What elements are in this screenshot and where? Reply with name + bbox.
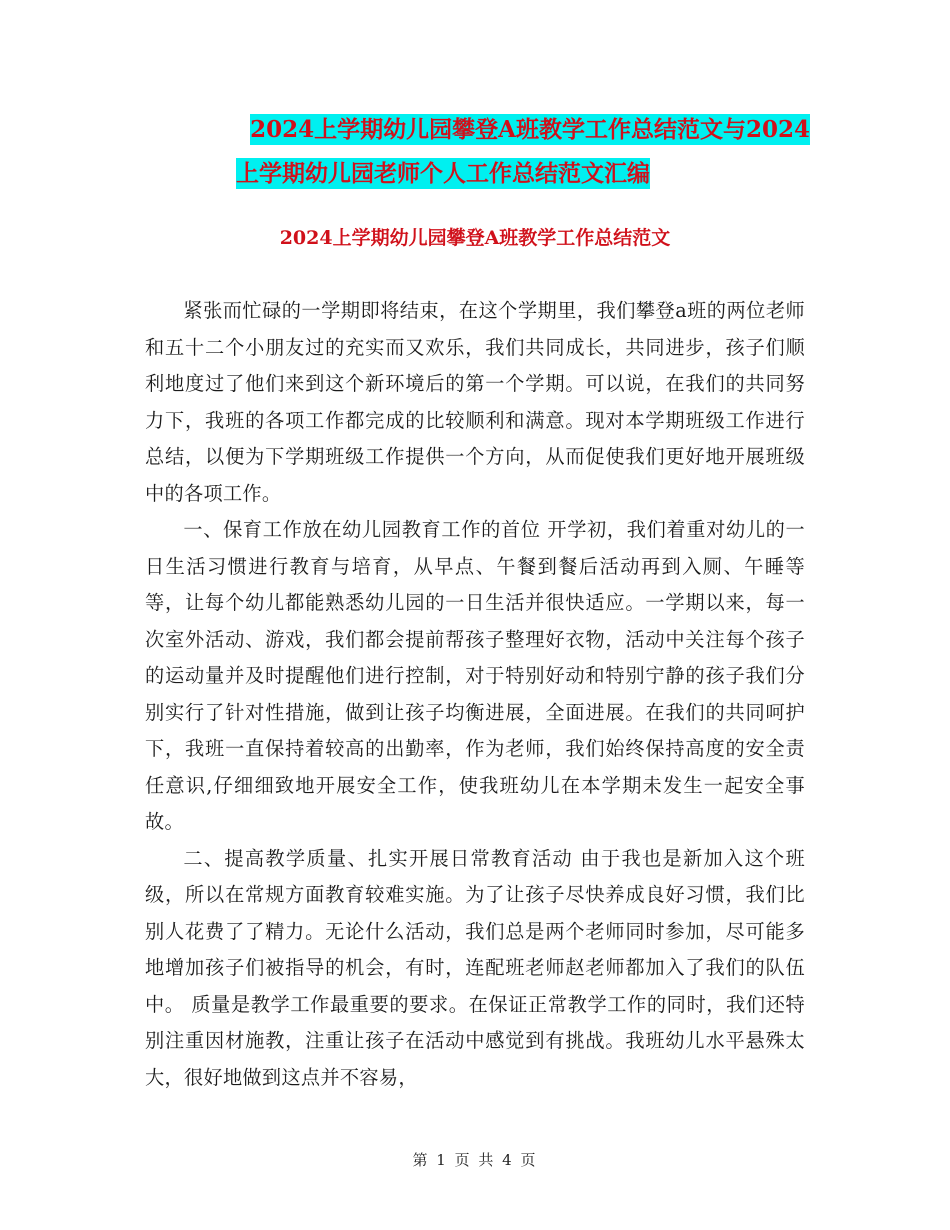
- paragraph-intro: 紧张而忙碌的一学期即将结束，在这个学期里，我们攀登a班的两位老师和五十二个小朋友过的充实而又欢乐，我们共同成长，共同进步，孩子们顺利地度过了他们来到这个新环境后的第一个学期。可以说，在我们的共同努力下，我班的各项工作都完成的比较顺利和满意。现对本学期班级工作进行总结，以便为下学期班级工作提供一个方向，从而促使我们更好地开展班级中的各项工作。: [145, 299, 805, 505]
- paragraph-teaching: 二、提高教学质量、扎实开展日常教育活动 由于我也是新加入这个班级，所以在常规方面教育较难实施。为了让孩子尽快养成良好习惯，我们比别人花费了了精力。无论什么活动，我们总是两个老师同时参加，尽可能多地增加孩子们被指导的机会，有时，连配班老师赵老师都加入了我们的队伍中。 质量是教学工作最重要的要求。在保证正常教学工作的同时，我们还特别注重因材施教，注重让孩子在活动中感觉到有挑战。我班幼儿水平悬殊太大，很好地做到这点并不容易，: [145, 846, 805, 1089]
- paragraph-childcare: 一、保育工作放在幼儿园教育工作的首位 开学初，我们着重对幼儿的一日生活习惯进行教育与培育，从早点、午餐到餐后活动再到入厕、午睡等等，让每个幼儿都能熟悉幼儿园的一日生活并很快适应。一学期以来，每一次室外活动、游戏，我们都会提前帮孩子整理好衣物，活动中关注每个孩子的运动量并及时提醒他们进行控制，对于特别好动和特别宁静的孩子我们分别实行了针对性措施，做到让孩子均衡进展，全面进展。在我们的共同呵护下，我班一直保持着较高的出勤率，作为老师，我们始终保持高度的安全责任意识,仔细细致地开展安全工作，使我班幼儿在本学期未发生一起安全事故。: [145, 518, 805, 833]
- page-number-footer: 第 1 页 共 4 页: [412, 1151, 538, 1169]
- document-body: [145, 293, 805, 1096]
- document-title: [150, 108, 810, 196]
- document-title-line-2: [150, 152, 810, 196]
- title-highlight: 2024上学期幼儿园攀登A班教学工作总结范文与2024: [250, 116, 810, 143]
- title-highlight: 上学期幼儿园老师个人工作总结范文汇编: [236, 160, 650, 187]
- section-title: 2024上学期幼儿园攀登A班教学工作总结范文: [279, 227, 671, 249]
- document-title-line-1: [150, 108, 810, 152]
